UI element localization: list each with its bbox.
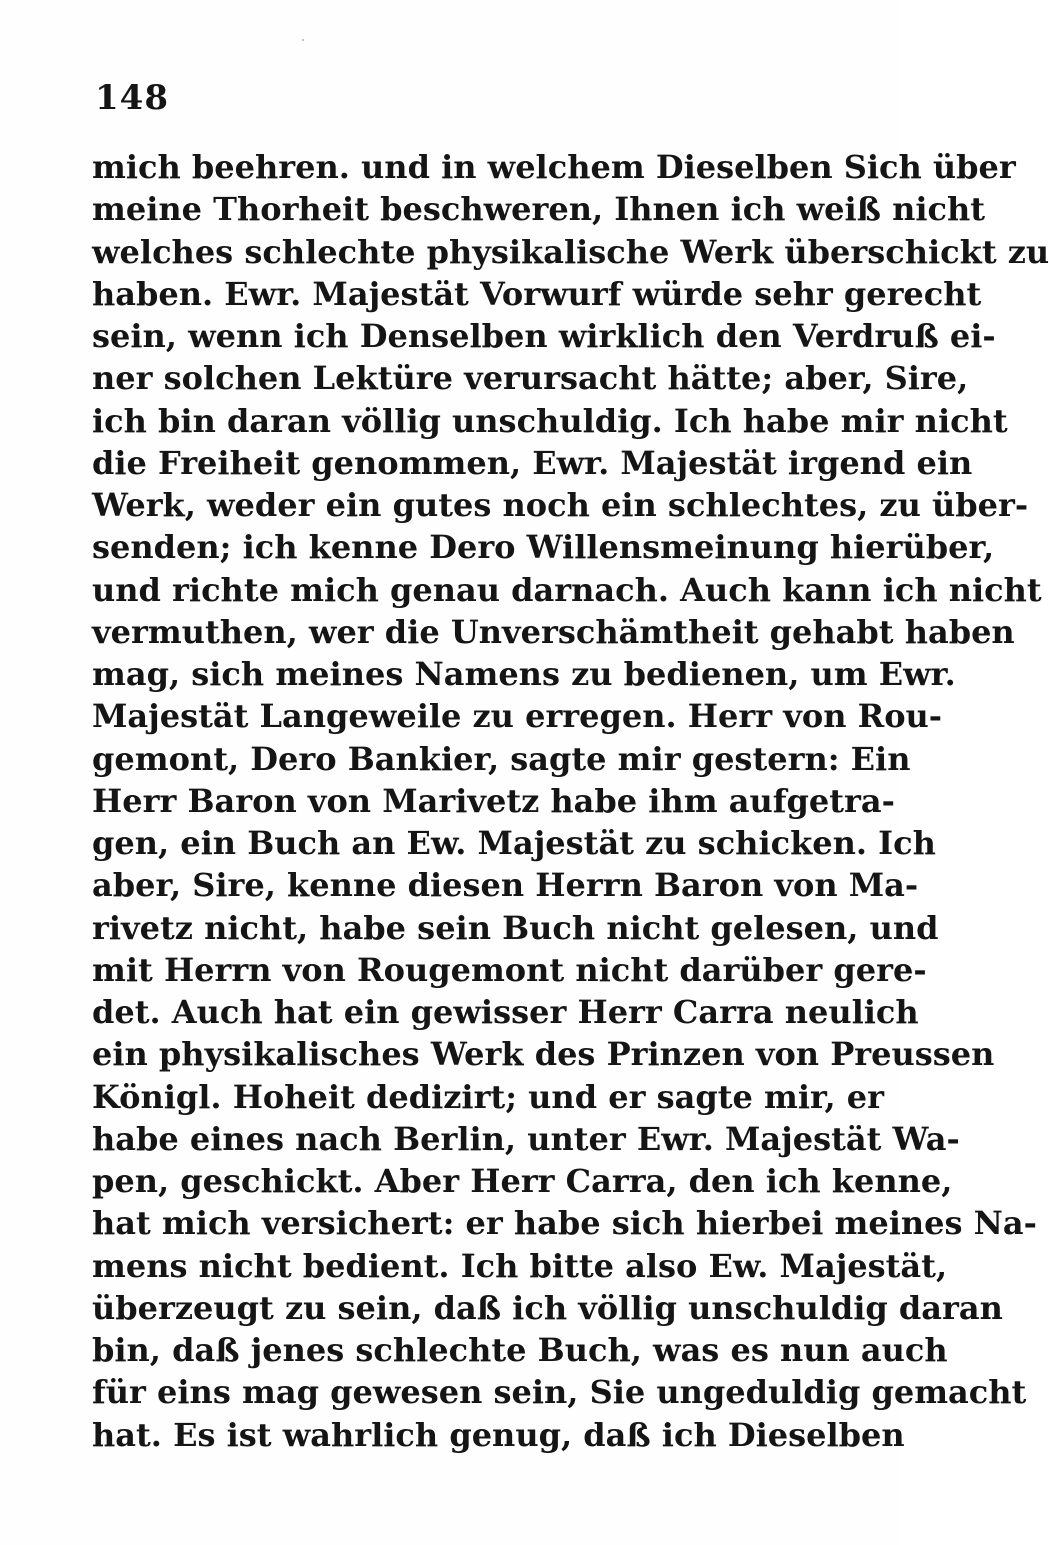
text-line: meine Thorheit beschweren, Ihnen ich weiß nicht	[92, 190, 986, 229]
text-line: gemont, Dero Bankier, sagte mir gestern: Ein	[92, 739, 911, 778]
text-line: überzeugt zu sein, daß ich völlig unschuldig daran	[92, 1288, 1003, 1327]
text-line: Herr Baron von Marivetz habe ihm aufgetra-	[92, 781, 895, 820]
text-line: ich bin daran völlig unschuldig. Ich habe mir nicht	[92, 401, 1008, 440]
text-line: ein physikalisches Werk des Prinzen von Preussen	[92, 1035, 995, 1074]
text-line: Werk, weder ein gutes noch ein schlechtes, zu über-	[92, 486, 1029, 524]
body-text	[92, 146, 1049, 1456]
text-line: die Freiheit genommen, Ewr. Majestät irgend ein	[92, 443, 973, 482]
text-line: mich beehren. und in welchem Dieselben Sich über	[92, 148, 1016, 186]
text-line: bin, daß jenes schlechte Buch, was es nun auch	[92, 1331, 948, 1369]
text-line: pen, geschickt. Aber Herr Carra, den ich kenne,	[92, 1162, 953, 1200]
text-line: hat mich versichert: er habe sich hierbei meines Na-	[92, 1204, 1037, 1243]
text-line: und richte mich genau darnach. Auch kann ich nicht	[92, 570, 1042, 609]
text-line: für eins mag gewesen sein, Sie ungeduldig gemacht	[92, 1373, 1027, 1412]
text-line: mens nicht bedient. Ich bitte also Ew. Majestät,	[92, 1246, 948, 1285]
text-line: Königl. Hoheit dedizirt; und er sagte mir, er	[92, 1077, 885, 1116]
text-line: welches schlechte physikalische Werk überschickt zu	[92, 232, 1049, 271]
text-line: ner solchen Lektüre verursacht hätte; aber, Sire,	[92, 359, 969, 398]
text-line: vermuthen, wer die Unverschämtheit gehabt haben	[92, 612, 1015, 651]
text-line: sein, wenn ich Denselben wirklich den Verdruß ei-	[92, 317, 996, 355]
text-line: det. Auch hat ein gewisser Herr Carra neulich	[92, 993, 919, 1031]
text-line: mag, sich meines Namens zu bedienen, um Ewr.	[92, 655, 956, 693]
text-line: habe eines nach Berlin, unter Ewr. Majestät Wa-	[92, 1119, 960, 1158]
paper-speck	[302, 39, 304, 41]
text-line: rivetz nicht, habe sein Buch nicht gelesen, und	[92, 908, 939, 947]
page-number: 148	[95, 78, 169, 118]
text-line: Majestät Langeweile zu erregen. Herr von Rou-	[92, 697, 943, 736]
text-line: aber, Sire, kenne diesen Herrn Baron von Ma-	[92, 866, 919, 905]
text-line: haben. Ewr. Majestät Vorwurf würde sehr gerecht	[92, 274, 982, 313]
text-line: gen, ein Buch an Ew. Majestät zu schicken. Ich	[92, 824, 936, 862]
text-line: mit Herrn von Rougemont nicht darüber gere-	[92, 950, 927, 989]
text-line: hat. Es ist wahrlich genug, daß ich Dieselben	[92, 1415, 905, 1454]
text-line: senden; ich kenne Dero Willensmeinung hierüber,	[92, 528, 995, 567]
